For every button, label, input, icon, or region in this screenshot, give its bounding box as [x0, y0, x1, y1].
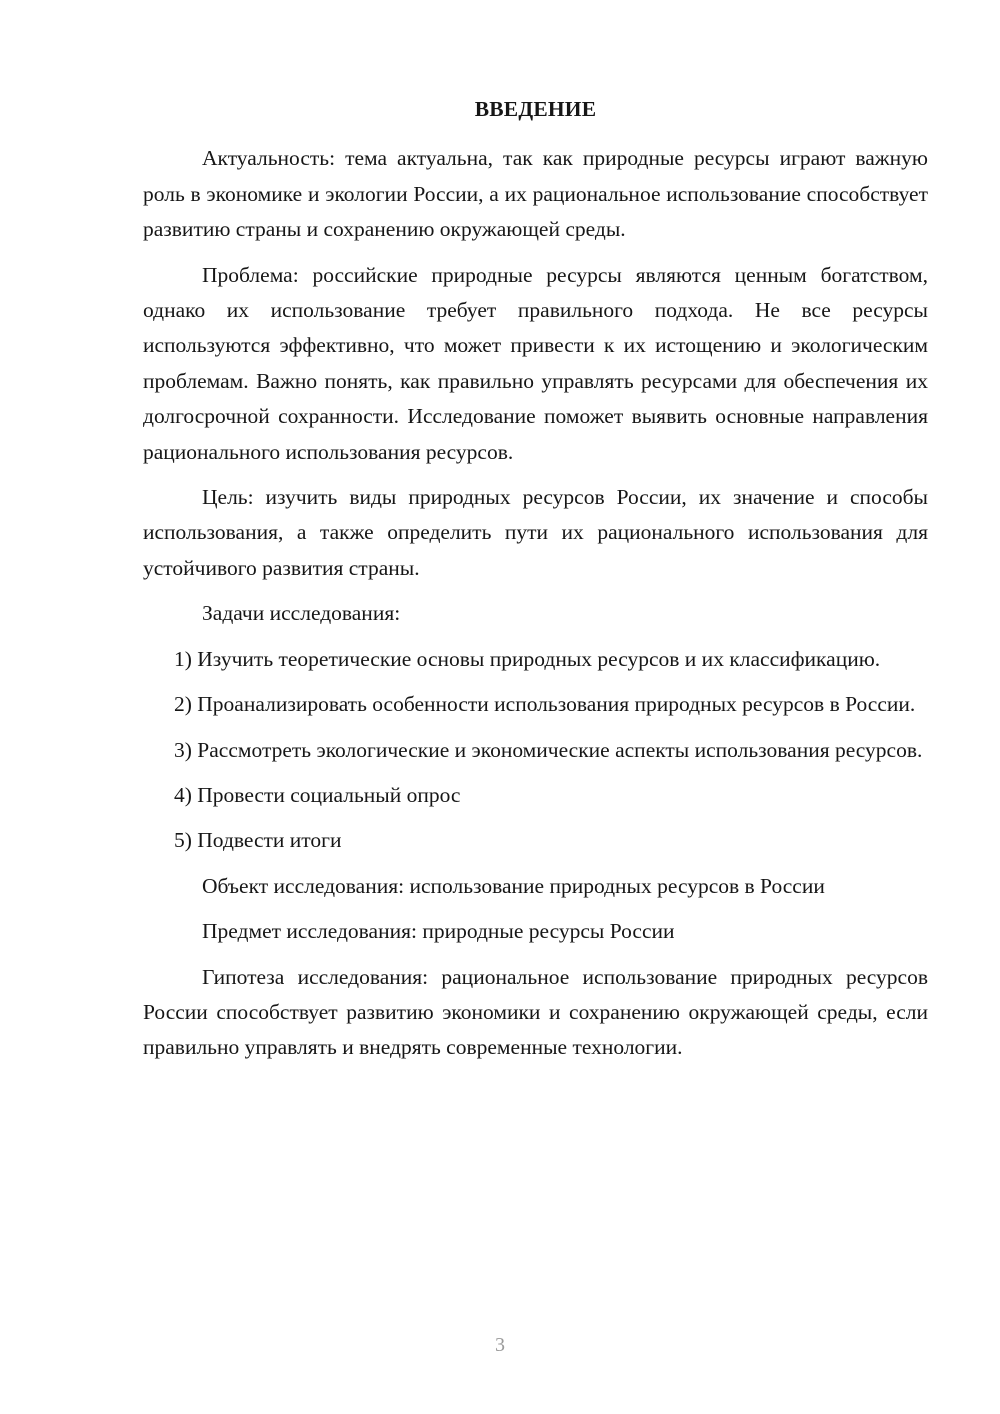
- task-item-5: 5) Подвести итоги: [174, 828, 342, 853]
- task-item-4: 4) Провести социальный опрос: [174, 782, 461, 807]
- goal-paragraph: Цель: изучить виды природных ресурсов России, их значение и способы использования, а также определить пути их рационального использования для устойчивого развития страны.: [143, 485, 928, 580]
- task-item-1: 1) Изучить теоретические основы природных ресурсов и их классификацию.: [174, 646, 881, 671]
- page-number: 3: [495, 1334, 505, 1356]
- page-title: ВВЕДЕНИЕ: [474, 97, 597, 121]
- object-paragraph: Объект исследования: использование природных ресурсов в России: [202, 873, 825, 898]
- document-body: [143, 92, 928, 1066]
- relevance-paragraph: Актуальность: тема актуальна, так как природные ресурсы играют важную роль в экономике и экологии России, а их рациональное использование способствует развитию страны и сохранению окружающей среды.: [143, 146, 928, 242]
- subject-paragraph: Предмет исследования: природные ресурсы России: [202, 919, 675, 944]
- task-item-2: 2) Проанализировать особенности использования природных ресурсов в России.: [174, 692, 916, 717]
- task-item-3: 3) Рассмотреть экологические и экономические аспекты использования ресурсов.: [174, 737, 923, 762]
- hypothesis-paragraph: Гипотеза исследования: рациональное использование природных ресурсов России способствует развитию экономики и сохранению окружающей среды, если правильно управлять и внедрять современные технологии.: [143, 964, 928, 1060]
- tasks-label: Задачи исследования:: [202, 601, 401, 626]
- problem-paragraph: Проблема: российские природные ресурсы являются ценным богатством, однако их использование требует правильного подхода. Не все ресурсы используются эффективно, что может привести к их истощению и экологическим проблемам. Важно понять, как правильно управлять ресурсами для обеспечения их долгосрочной сохранности. Исследование поможет выявить основные направления рационального использования ресурсов.: [143, 262, 928, 464]
